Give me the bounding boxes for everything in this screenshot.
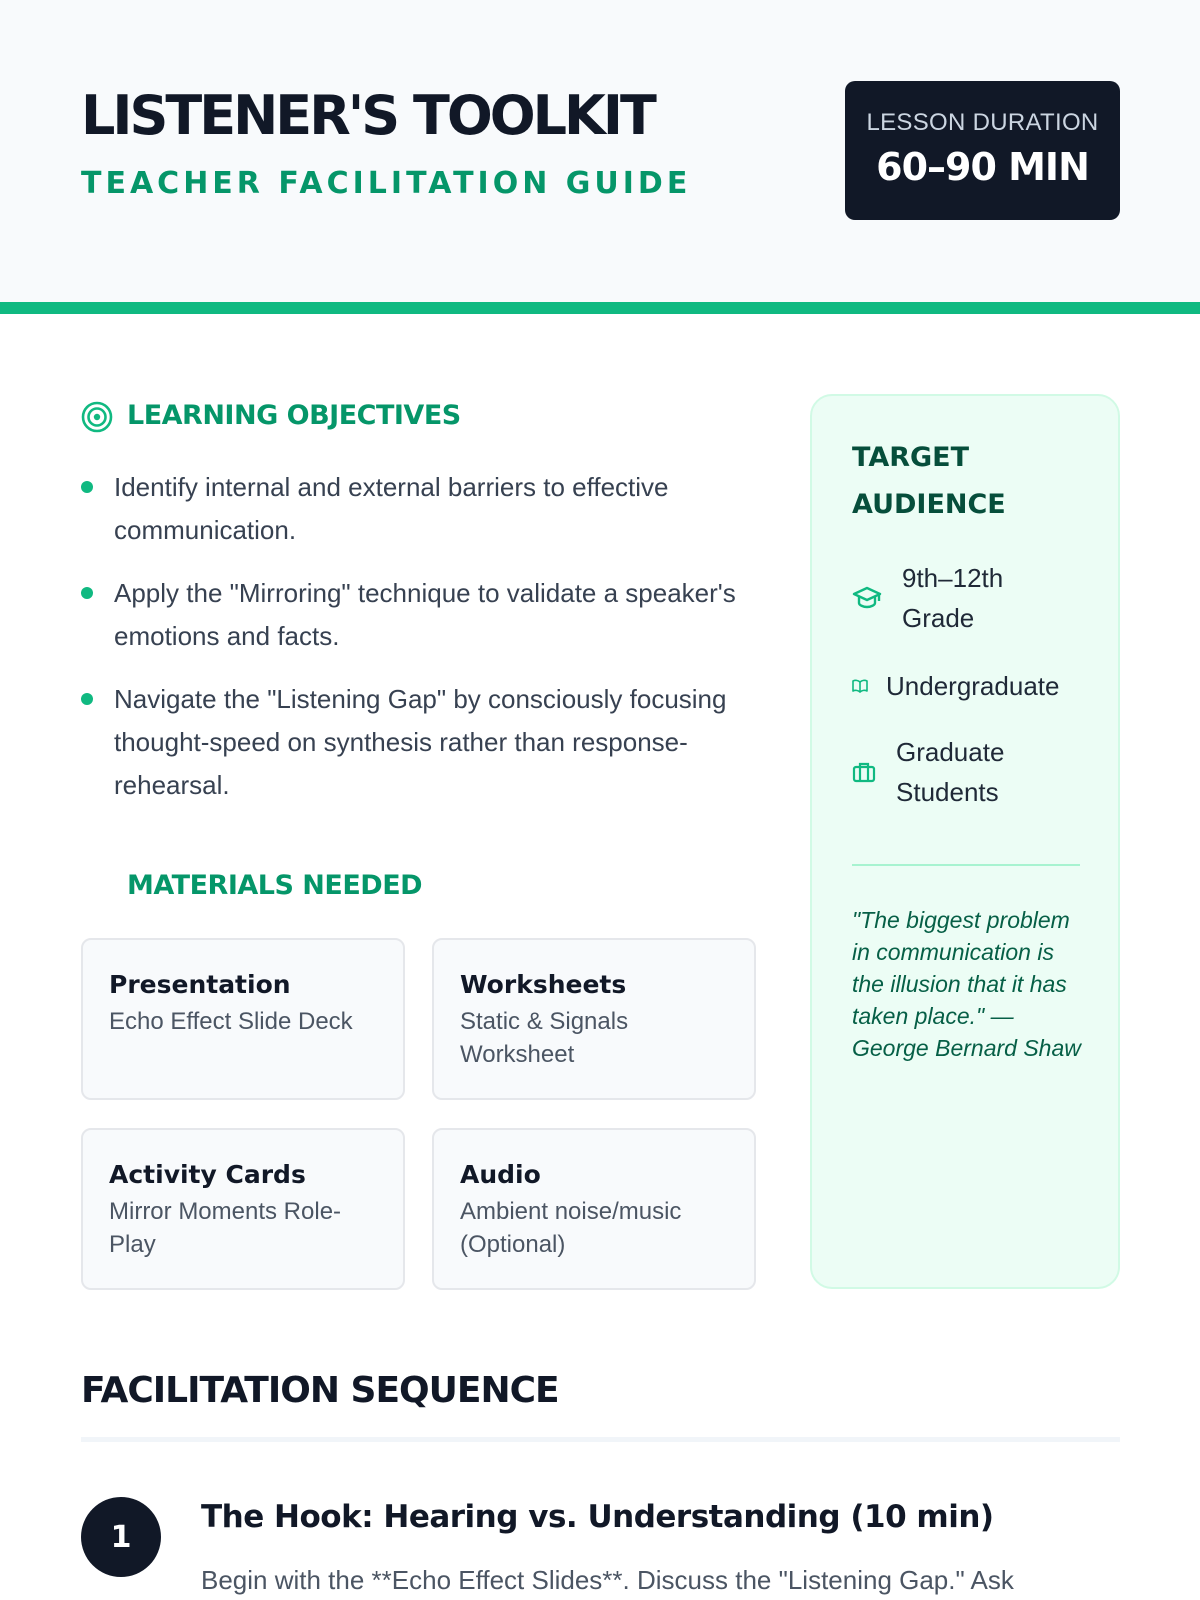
objectives-list (81, 466, 761, 827)
materials-heading: MATERIALS NEEDED (127, 870, 423, 901)
objective-text: Identify internal and external barriers to effective communication. (114, 472, 669, 545)
briefcase-icon (852, 761, 876, 783)
material-desc: Static & Signals Worksheet (460, 1008, 629, 1068)
audience-item-high-school (852, 558, 1032, 638)
target-audience-card (810, 394, 1120, 1289)
header-accent-bar (0, 302, 1200, 314)
facilitation-divider (81, 1437, 1120, 1442)
lesson-duration-badge (845, 81, 1120, 220)
objective-text: Apply the "Mirroring" technique to validate a speaker's emotions and facts. (114, 578, 736, 651)
audience-item-undergraduate (852, 666, 1059, 706)
material-title: Presentation (109, 970, 291, 999)
page-title: LISTENER'S TOOLKIT (81, 84, 654, 147)
page-header (0, 0, 1200, 302)
audience-label: Graduate Students (896, 737, 1005, 807)
step-description: Begin with the **Echo Effect Slides**. Discuss the "Listening Gap." Ask (201, 1565, 1014, 1595)
duration-value: 60–90 MIN (876, 145, 1089, 189)
step-title: The Hook: Hearing vs. Understanding (10 min) (201, 1499, 994, 1535)
page-subtitle: TEACHER FACILITATION GUIDE (81, 166, 692, 201)
material-card-audio (432, 1128, 756, 1290)
audience-divider (852, 864, 1080, 866)
material-card-activity-cards (81, 1128, 405, 1290)
material-card-worksheets (432, 938, 756, 1100)
step-number-badge: 1 (81, 1497, 161, 1577)
audience-label: Undergraduate (886, 671, 1060, 701)
material-title: Worksheets (460, 970, 627, 999)
book-icon (852, 679, 868, 693)
objective-item (81, 466, 761, 552)
audience-quote: "The biggest problem in communication is the illusion that it has taken place." — George Bernard Shaw (852, 907, 1081, 1061)
objective-item (81, 678, 761, 807)
material-desc: Mirror Moments Role-Play (109, 1198, 342, 1258)
objectives-heading: LEARNING OBJECTIVES (127, 400, 461, 431)
bullet-dot (81, 693, 93, 705)
objective-item (81, 572, 761, 658)
facilitation-heading: FACILITATION SEQUENCE (81, 1370, 559, 1411)
duration-label: LESSON DURATION (866, 109, 1099, 136)
material-title: Activity Cards (109, 1160, 306, 1189)
material-desc: Ambient noise/music (Optional) (460, 1198, 682, 1258)
material-card-presentation (81, 938, 405, 1100)
target-icon (81, 401, 113, 433)
material-desc: Echo Effect Slide Deck (109, 1008, 353, 1035)
material-title: Audio (460, 1160, 541, 1189)
audience-label: 9th–12th Grade (902, 563, 1004, 633)
bullet-dot (81, 481, 93, 493)
objective-text: Navigate the "Listening Gap" by consciously focusing thought-speed on synthesis rather than response-rehearsal. (114, 684, 727, 800)
bullet-dot (81, 587, 93, 599)
graduation-cap-icon (852, 586, 882, 610)
audience-heading: TARGET AUDIENCE (852, 442, 1006, 520)
audience-item-graduate (852, 732, 1026, 812)
